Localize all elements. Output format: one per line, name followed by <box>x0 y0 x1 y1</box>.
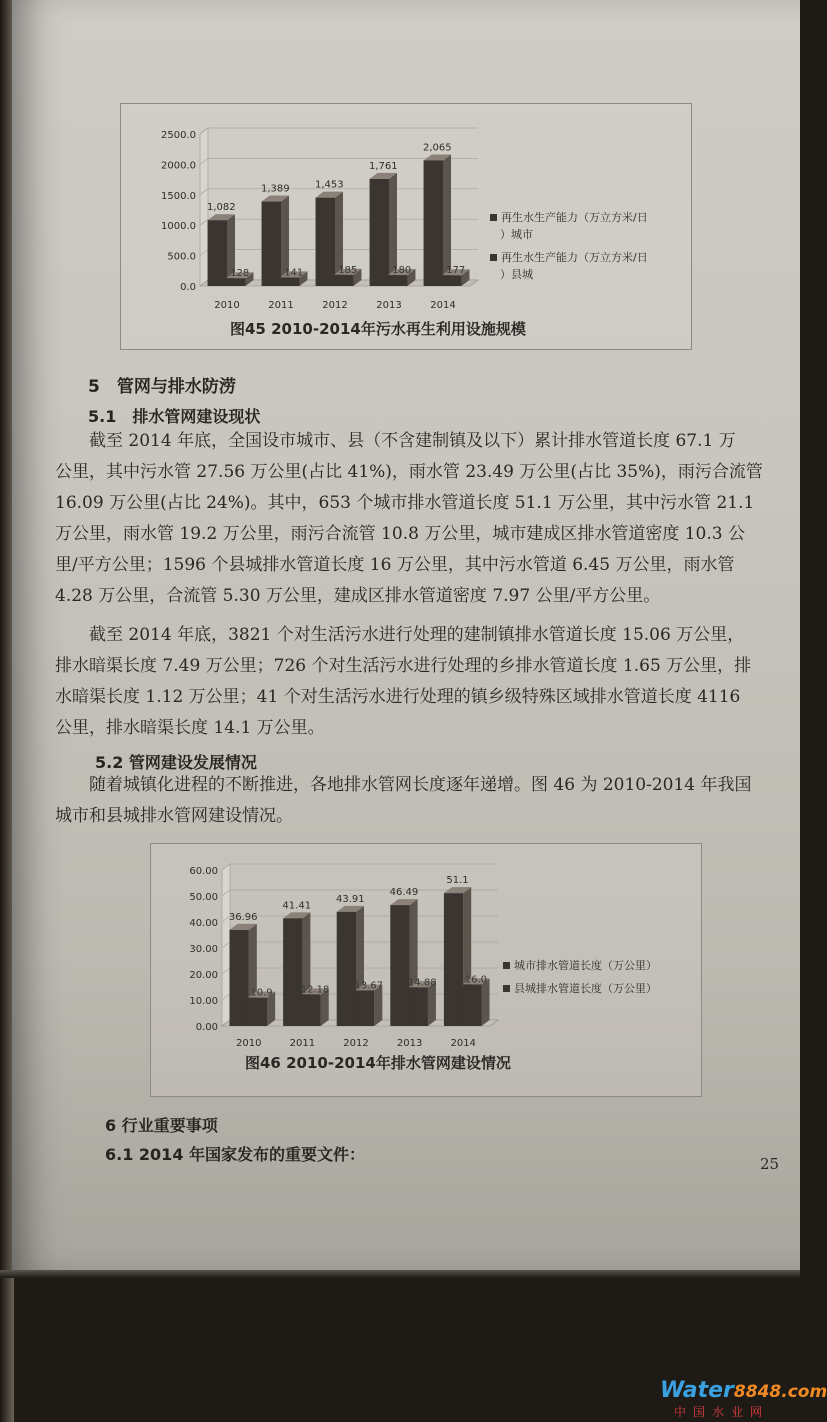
y-tick-label: 40.00 <box>189 918 218 929</box>
data-label-city: 1,389 <box>260 183 290 195</box>
x-tick-label: 2012 <box>343 1038 369 1049</box>
data-label-city: 1,453 <box>314 179 344 191</box>
bar-county <box>409 987 428 1026</box>
watermark-logo: Water8848.com <box>660 1378 827 1403</box>
y-tick-label: 500.0 <box>167 251 196 263</box>
data-label-city: 36.96 <box>228 911 258 923</box>
bar-county <box>280 277 299 286</box>
figure-45-chart <box>140 118 480 318</box>
bar-city <box>283 918 302 1026</box>
section-5-heading: 5 管网与排水防涝 <box>88 377 236 397</box>
bar-county <box>355 990 374 1026</box>
data-label-city: 46.49 <box>389 887 419 899</box>
data-label-city: 43.91 <box>336 893 365 905</box>
y-tick-label: 10.00 <box>189 996 218 1007</box>
bar-county <box>248 998 267 1026</box>
bar-city <box>424 160 443 286</box>
data-label-county: 177 <box>446 265 466 277</box>
x-tick-label: 2014 <box>430 300 456 311</box>
text-line: 万公里，雨水管 19.2 万公里，雨污合流管 10.8 万公里，城市建成区排水管道密度 10.3 公 <box>55 524 745 544</box>
y-tick-label: 2500.0 <box>161 130 196 141</box>
bar-county <box>442 275 461 286</box>
section-6-1-heading: 6.1 2014 年国家发布的重要文件： <box>105 1145 366 1164</box>
x-tick-label: 2013 <box>376 300 402 311</box>
data-label-county: 128 <box>230 268 250 280</box>
bar-city <box>444 893 463 1026</box>
y-tick-label: 2000.0 <box>161 160 196 172</box>
bar-county <box>226 278 245 286</box>
x-tick-label: 2010 <box>214 300 240 311</box>
section-5-1-heading: 5.1 排水管网建设现状 <box>88 407 261 426</box>
data-label-county: 185 <box>338 264 358 276</box>
data-label-county: 13.67 <box>354 980 384 992</box>
bar-city <box>262 202 281 286</box>
x-tick-label: 2012 <box>322 300 348 311</box>
data-label-city: 1,082 <box>206 202 236 214</box>
figure-46-legend-county: 县城排水管道长度（万公里） <box>503 980 657 996</box>
y-tick-label: 20.00 <box>189 970 218 981</box>
x-tick-label: 2014 <box>450 1038 476 1049</box>
x-tick-label: 2010 <box>236 1038 262 1049</box>
figure-45-legend-county-cont: ）县城 <box>500 268 533 281</box>
paragraph-town-drainage <box>55 620 751 744</box>
text-line: 4.28 万公里，合流管 5.30 万公里，建成区排水管道密度 7.97 公里/平方公里。 <box>55 586 661 606</box>
figure-46-chart <box>170 858 500 1058</box>
text-line: 随着城镇化进程的不断推进，各地排水管网长度逐年递增。图 46 为 2010-2014 年我国 <box>89 775 752 795</box>
data-label-city: 41.41 <box>282 900 312 912</box>
bar-county <box>388 275 407 286</box>
paragraph-network-development <box>55 770 752 832</box>
page-bottom-edge <box>0 1270 800 1278</box>
figure-46-legend-city: 城市排水管道长度（万公里） <box>503 957 657 973</box>
figure-46-caption: 图46 2010-2014年排水管网建设情况 <box>245 1054 511 1072</box>
bar-city <box>337 912 356 1026</box>
text-line: 公里，排水暗渠长度 14.1 万公里。 <box>55 718 325 738</box>
y-tick-label: 60.00 <box>189 866 218 877</box>
data-label-county: 16.0 <box>464 974 488 986</box>
x-tick-label: 2013 <box>396 1038 423 1049</box>
bar-city <box>390 905 409 1026</box>
text-line: 城市和县城排水管网建设情况。 <box>55 806 293 826</box>
y-tick-label: 1000.0 <box>161 221 196 233</box>
y-tick-label: 0.0 <box>180 282 196 293</box>
paragraph-drainage-status <box>55 426 763 612</box>
data-label-city: 2,065 <box>422 142 452 154</box>
bar-city <box>230 930 249 1026</box>
bar-county-side <box>482 978 490 1026</box>
bar-city <box>370 179 389 286</box>
bar-county <box>462 984 481 1026</box>
y-tick-label: 1500.0 <box>161 190 196 202</box>
data-label-county: 180 <box>392 265 412 277</box>
text-line: 截至 2014 年底，全国设市城市、县（不含建制镇及以下）累计排水管道长度 67.1 万 <box>89 431 736 451</box>
section-6-heading: 6 行业重要事项 <box>105 1116 218 1135</box>
x-tick-label: 2011 <box>289 1038 316 1049</box>
y-tick-label: 0.00 <box>195 1022 218 1033</box>
text-line: 公里，其中污水管 27.56 万公里(占比 41%)，雨水管 23.49 万公里(占比 35%)，雨污合流管 <box>55 462 763 482</box>
text-line: 16.09 万公里(占比 24%)。其中，653 个城市排水管道长度 51.1 万公里，其中污水管 21.1 <box>55 493 755 513</box>
data-label-county: 12.18 <box>300 984 330 996</box>
bar-city <box>316 198 335 286</box>
text-line: 水暗渠长度 1.12 万公里；41 个对生活污水进行处理的镇乡级特殊区域排水管道长度 4116 <box>55 687 741 707</box>
text-line: 排水暗渠长度 7.49 万公里；726 个对生活污水进行处理的乡排水管道长度 1.65 万公里，排 <box>55 656 752 676</box>
figure-45-legend-city-cont: ）城市 <box>500 228 533 241</box>
data-label-county: 14.88 <box>407 977 437 989</box>
page-number: 25 <box>760 1155 780 1173</box>
text-line: 截至 2014 年底，3821 个对生活污水进行处理的建制镇排水管道长度 15.06 万公里， <box>89 625 745 645</box>
x-tick-label: 2011 <box>268 300 294 311</box>
figure-45-caption: 图45 2010-2014年污水再生利用设施规模 <box>230 320 526 338</box>
bar-county <box>301 994 320 1026</box>
bar-county <box>334 275 353 286</box>
data-label-county: 141 <box>284 267 304 279</box>
y-tick-label: 30.00 <box>189 944 218 955</box>
data-label-city: 1,761 <box>368 160 398 172</box>
text-line: 里/平方公里；1596 个县城排水管道长度 16 万公里，其中污水管道 6.45 万公里，雨水管 <box>55 555 735 575</box>
bar-city <box>208 220 227 286</box>
watermark-subtitle: 中国水业网 <box>674 1405 770 1419</box>
section-5-2-heading: 5.2 管网建设发展情况 <box>95 753 257 772</box>
figure-45-legend-city: 再生水生产能力（万立方米/日 <box>490 209 648 225</box>
figure-45-legend-county: 再生水生产能力（万立方米/日 <box>490 249 648 265</box>
y-tick-label: 50.00 <box>189 892 218 903</box>
data-label-city: 51.1 <box>446 875 469 887</box>
data-label-county: 10.9 <box>250 987 273 999</box>
